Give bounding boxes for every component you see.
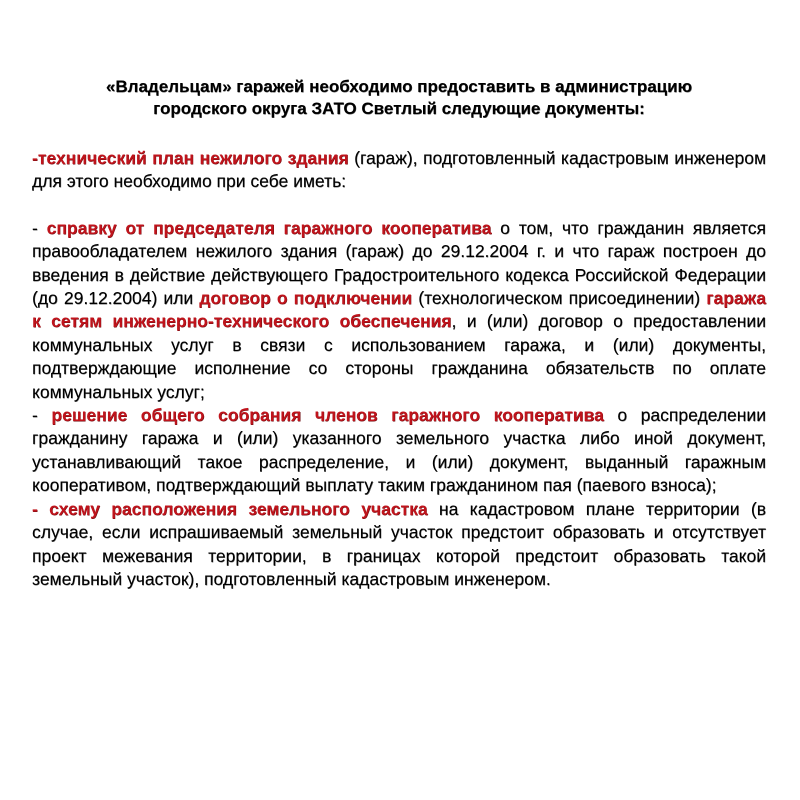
paragraph-certificate xyxy=(32,217,766,404)
heading-line-1: «Владельцам» гаражей необходимо предоставить в администрацию xyxy=(105,77,693,96)
highlight-connection-contract: договор о подключении xyxy=(199,288,413,309)
paragraph-certificate-dash: - xyxy=(32,217,47,238)
highlight-technical-plan: -технический план нежилого здания xyxy=(32,148,349,168)
document-heading xyxy=(32,76,766,120)
paragraph-certificate-text-2: (технологическом присоединении) xyxy=(412,288,707,309)
highlight-certificate: справку от председателя гаражного кооператива xyxy=(46,217,492,238)
paragraph-certificate-text-3: , и (или) договор о предоставлении коммунальных услуг в связи с использованием гаража, и (или) документы, подтверждающие исполнение со стороны гражданина обязательств по оплате коммунальных услуг; xyxy=(32,311,766,402)
paragraph-certificate-text-1: о том, что гражданин является правообладателем нежилого здания (гараж) до 29.12.2004 г. и что гараж построен до введения в действие действующего Градостроительного кодекса Российской Федерации (до 29.12.2004) или xyxy=(32,217,766,309)
highlight-engineering-networks: гаража к сетям инженерно-технического обеспечения xyxy=(32,288,766,332)
paragraph-land-plot-scheme-text: на кадастровом плане территории (в случае, если испрашиваемый земельный участок предстоит образовать и отсутствует проект межевания территории, в границах которой предстоит образовать такой земельный участок), подготовленный кадастровым инженером. xyxy=(32,498,767,589)
paragraph-technical-plan xyxy=(32,147,766,194)
paragraph-meeting-decision xyxy=(32,404,766,498)
paragraph-meeting-decision-text: о распределении гражданину гаража и (или) указанного земельного участка либо иной документ, устанавливающий такое распределение, и (или) документ, выданный гаражным кооперативом, подтверждающий выплату таким гражданином пая (паевого взноса); xyxy=(32,405,766,496)
paragraph-technical-plan-text: (гараж), подготовленный кадастровым инженером для этого необходимо при себе иметь: xyxy=(32,148,766,192)
highlight-land-plot-scheme: - схему расположения земельного участка xyxy=(32,498,428,519)
highlight-meeting-decision: решение общего собрания членов гаражного кооператива xyxy=(51,405,604,426)
heading-line-2: городского округа ЗАТО Светлый следующие документы: xyxy=(153,99,645,118)
paragraph-meeting-decision-dash: - xyxy=(32,405,52,426)
document-page xyxy=(32,76,766,591)
paragraph-land-plot-scheme xyxy=(32,498,766,592)
